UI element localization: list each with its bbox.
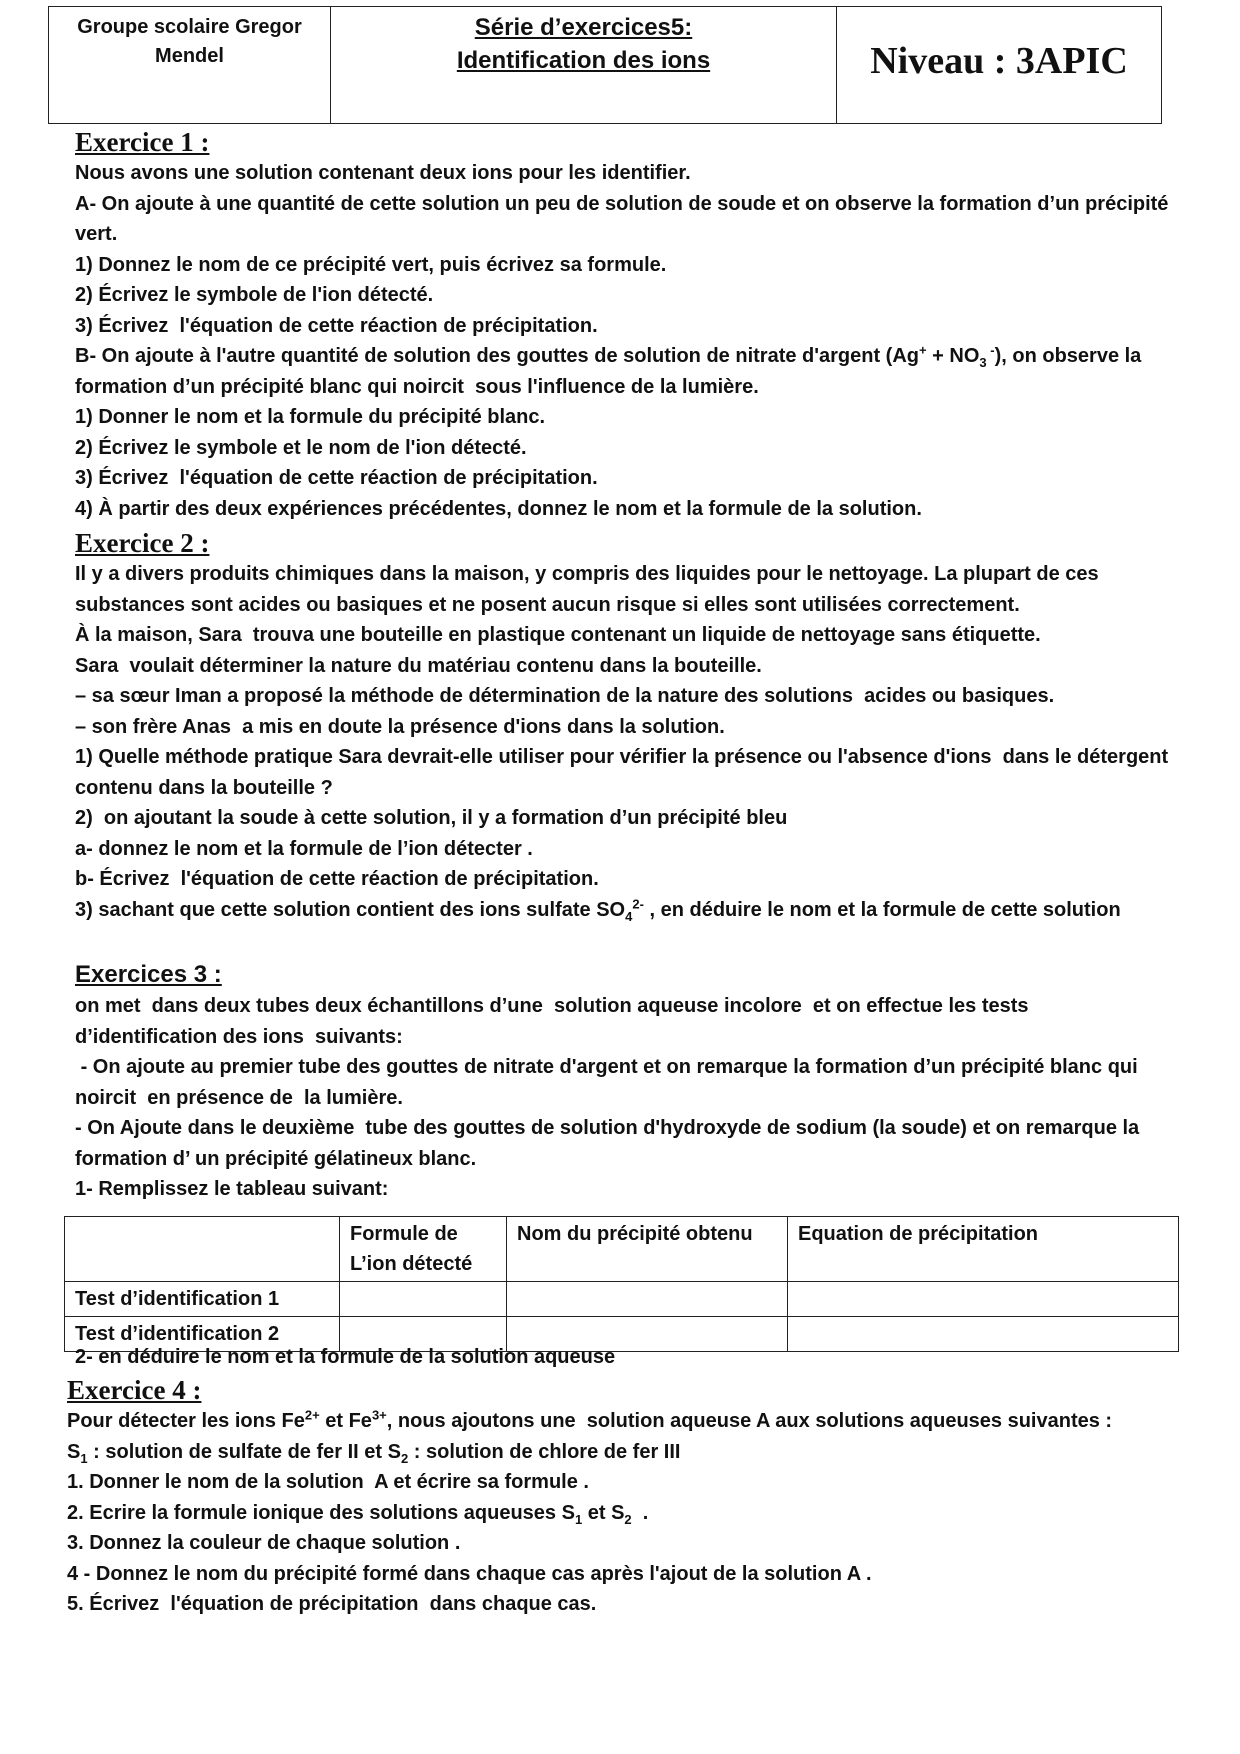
ex1-line: 1) Donner le nom et la formule du précipité blanc. [75, 406, 546, 428]
ex2-line: – sa sœur Iman a proposé la méthode de détermination de la nature des solutions acides ou basiques. [75, 685, 1055, 707]
table-cell-input[interactable] [340, 1282, 507, 1317]
ex2-line: Il y a divers produits chimiques dans la maison, y compris des liquides pour le nettoyage. La plupart de ces substances sont acides ou basiques et ne posent aucun risque si elles sont utilisées correctement. [75, 563, 1105, 616]
ex4-line-ions: Pour détecter les ions $Fe^{2+}$ et $Fe^{3+}$, nous ajoutons une solution aqueuse A aux solutions aqueuses suivantes : [67, 1407, 1113, 1432]
ex1-line-b: B- On ajoute à l'autre quantité de solution des gouttes de solution de nitrate d'argent ($Ag^+ + NO_3$ -), on observe la formation d’un précipité blanc qui noircit sous l'influence de la lumière. [75, 342, 1147, 398]
ex3-line: on met dans deux tubes deux échantillons d’une solution aqueuse incolore et on effectue les tests d’identification des ions suivants: [75, 995, 1035, 1048]
exercise-3-conclusion [75, 1342, 1205, 1373]
ex4-line: 1. Donner le nom de la solution A et écrire sa formule . [67, 1471, 589, 1493]
ex4-line: 5. Écrivez l'équation de précipitation dans chaque cas. [67, 1593, 597, 1615]
ex4-line: 4 - Donnez le nom du précipité formé dans chaque cas après l'ajout de la solution A . [67, 1562, 872, 1585]
ex2-line: Sara voulait déterminer la nature du matériau contenu dans la bouteille. [75, 654, 762, 677]
ex3-line: 1- Remplissez le tableau suivant: [75, 1178, 389, 1200]
ex1-line: 3) Écrivez l'équation de cette réaction de précipitation. [75, 467, 598, 489]
ex2-line: – son frère Anas a mis en doute la présence d'ions dans la solution. [75, 715, 725, 738]
table-header-formule: Formule de L’ion détecté [340, 1217, 507, 1282]
series-line1: Série d’exercices5: [474, 14, 693, 41]
school-name: Groupe scolaire Gregor Mendel [49, 7, 331, 123]
series-title [331, 7, 837, 123]
level-label: Niveau : 3APIC [870, 40, 1128, 82]
ex2-line: 2) on ajoutant la soude à cette solution, il y a formation d’un précipité bleu [75, 807, 788, 829]
exercise-3 [75, 959, 1175, 1205]
ex4-line: 3. Donnez la couleur de chaque solution . [67, 1532, 461, 1554]
exercise-4-title: Exercice 4 : [67, 1375, 202, 1405]
table-cell-input[interactable] [507, 1282, 788, 1317]
exercise-3-title: Exercices 3 : [75, 961, 222, 988]
ex4-line-ionic: 2. Ecrire la formule ionique des solutions aqueuses $S_1$ et $S_2$ . [67, 1501, 649, 1527]
ex1-line: Nous avons une solution contenant deux ions pour les identifier. [75, 162, 691, 184]
table-cell-empty [65, 1217, 340, 1282]
exercise-1-title: Exercice 1 : [75, 127, 210, 157]
table-row [65, 1282, 1179, 1317]
table-header-equation: Equation de précipitation [788, 1217, 1179, 1282]
exercise-2-title: Exercice 2 : [75, 528, 210, 558]
ex1-line: 2) Écrivez le symbole de l'ion détecté. [75, 284, 434, 306]
table-header-nom: Nom du précipité obtenu [507, 1217, 788, 1282]
table-row-label: Test d’identification 1 [65, 1282, 340, 1317]
ex1-line: 3) Écrivez l'équation de cette réaction de précipitation. [75, 314, 598, 337]
table-header-row [65, 1217, 1179, 1282]
ex3-line: 2- en déduire le nom et la formule de la solution aqueuse [75, 1346, 616, 1368]
ex3-line: - On Ajoute dans le deuxième tube des gouttes de solution d'hydroxyde de sodium (la soude) et on remarque la formation d’ un précipité gélatineux blanc. [75, 1117, 1145, 1170]
series-line2: Identification des ions [456, 47, 711, 74]
ex3-line: - On ajoute au premier tube des gouttes de nitrate d'argent et on remarque la formation d’un précipité blanc qui noircit en présence de la lumière. [75, 1056, 1144, 1109]
ex1-line: 2) Écrivez le symbole et le nom de l'ion détecté. [75, 436, 527, 459]
ex1-line: 4) À partir des deux expériences précédentes, donnez le nom et la formule de la solution. [75, 497, 922, 520]
exercise-2 [75, 527, 1175, 925]
ex2-line: b- Écrivez l'équation de cette réaction de précipitation. [75, 868, 599, 890]
ex2-line: À la maison, Sara trouva une bouteille en plastique contenant un liquide de nettoyage sans étiquette. [75, 624, 1041, 646]
ex2-line-sulfate: 3) sachant que cette solution contient des ions sulfate $SO_4^{2-}$ , en déduire le nom et la formule de cette solution [75, 895, 1121, 924]
exercise-4 [67, 1374, 1167, 1620]
table-cell-input[interactable] [788, 1282, 1179, 1317]
header-table [48, 6, 1162, 124]
table-row-label: Test d’identification 2 [65, 1317, 340, 1352]
ex2-line: 1) Quelle méthode pratique Sara devrait-elle utiliser pour vérifier la présence ou l'absence d'ions dans le détergent contenu dans la bouteille ? [75, 746, 1174, 799]
identification-table [64, 1216, 1179, 1352]
ex1-line: A- On ajoute à une quantité de cette solution un peu de solution de soude et on observe la formation d’un précipité vert. [75, 192, 1174, 245]
exercise-1 [75, 126, 1205, 524]
ex4-line-solutions: $S_1$ : solution de sulfate de fer II et $S_2$ : solution de chlore de fer III [67, 1440, 681, 1466]
ex2-line: a- donnez le nom et la formule de l’ion détecter . [75, 837, 533, 860]
ex1-line: 1) Donnez le nom de ce précipité vert, puis écrivez sa formule. [75, 253, 667, 276]
